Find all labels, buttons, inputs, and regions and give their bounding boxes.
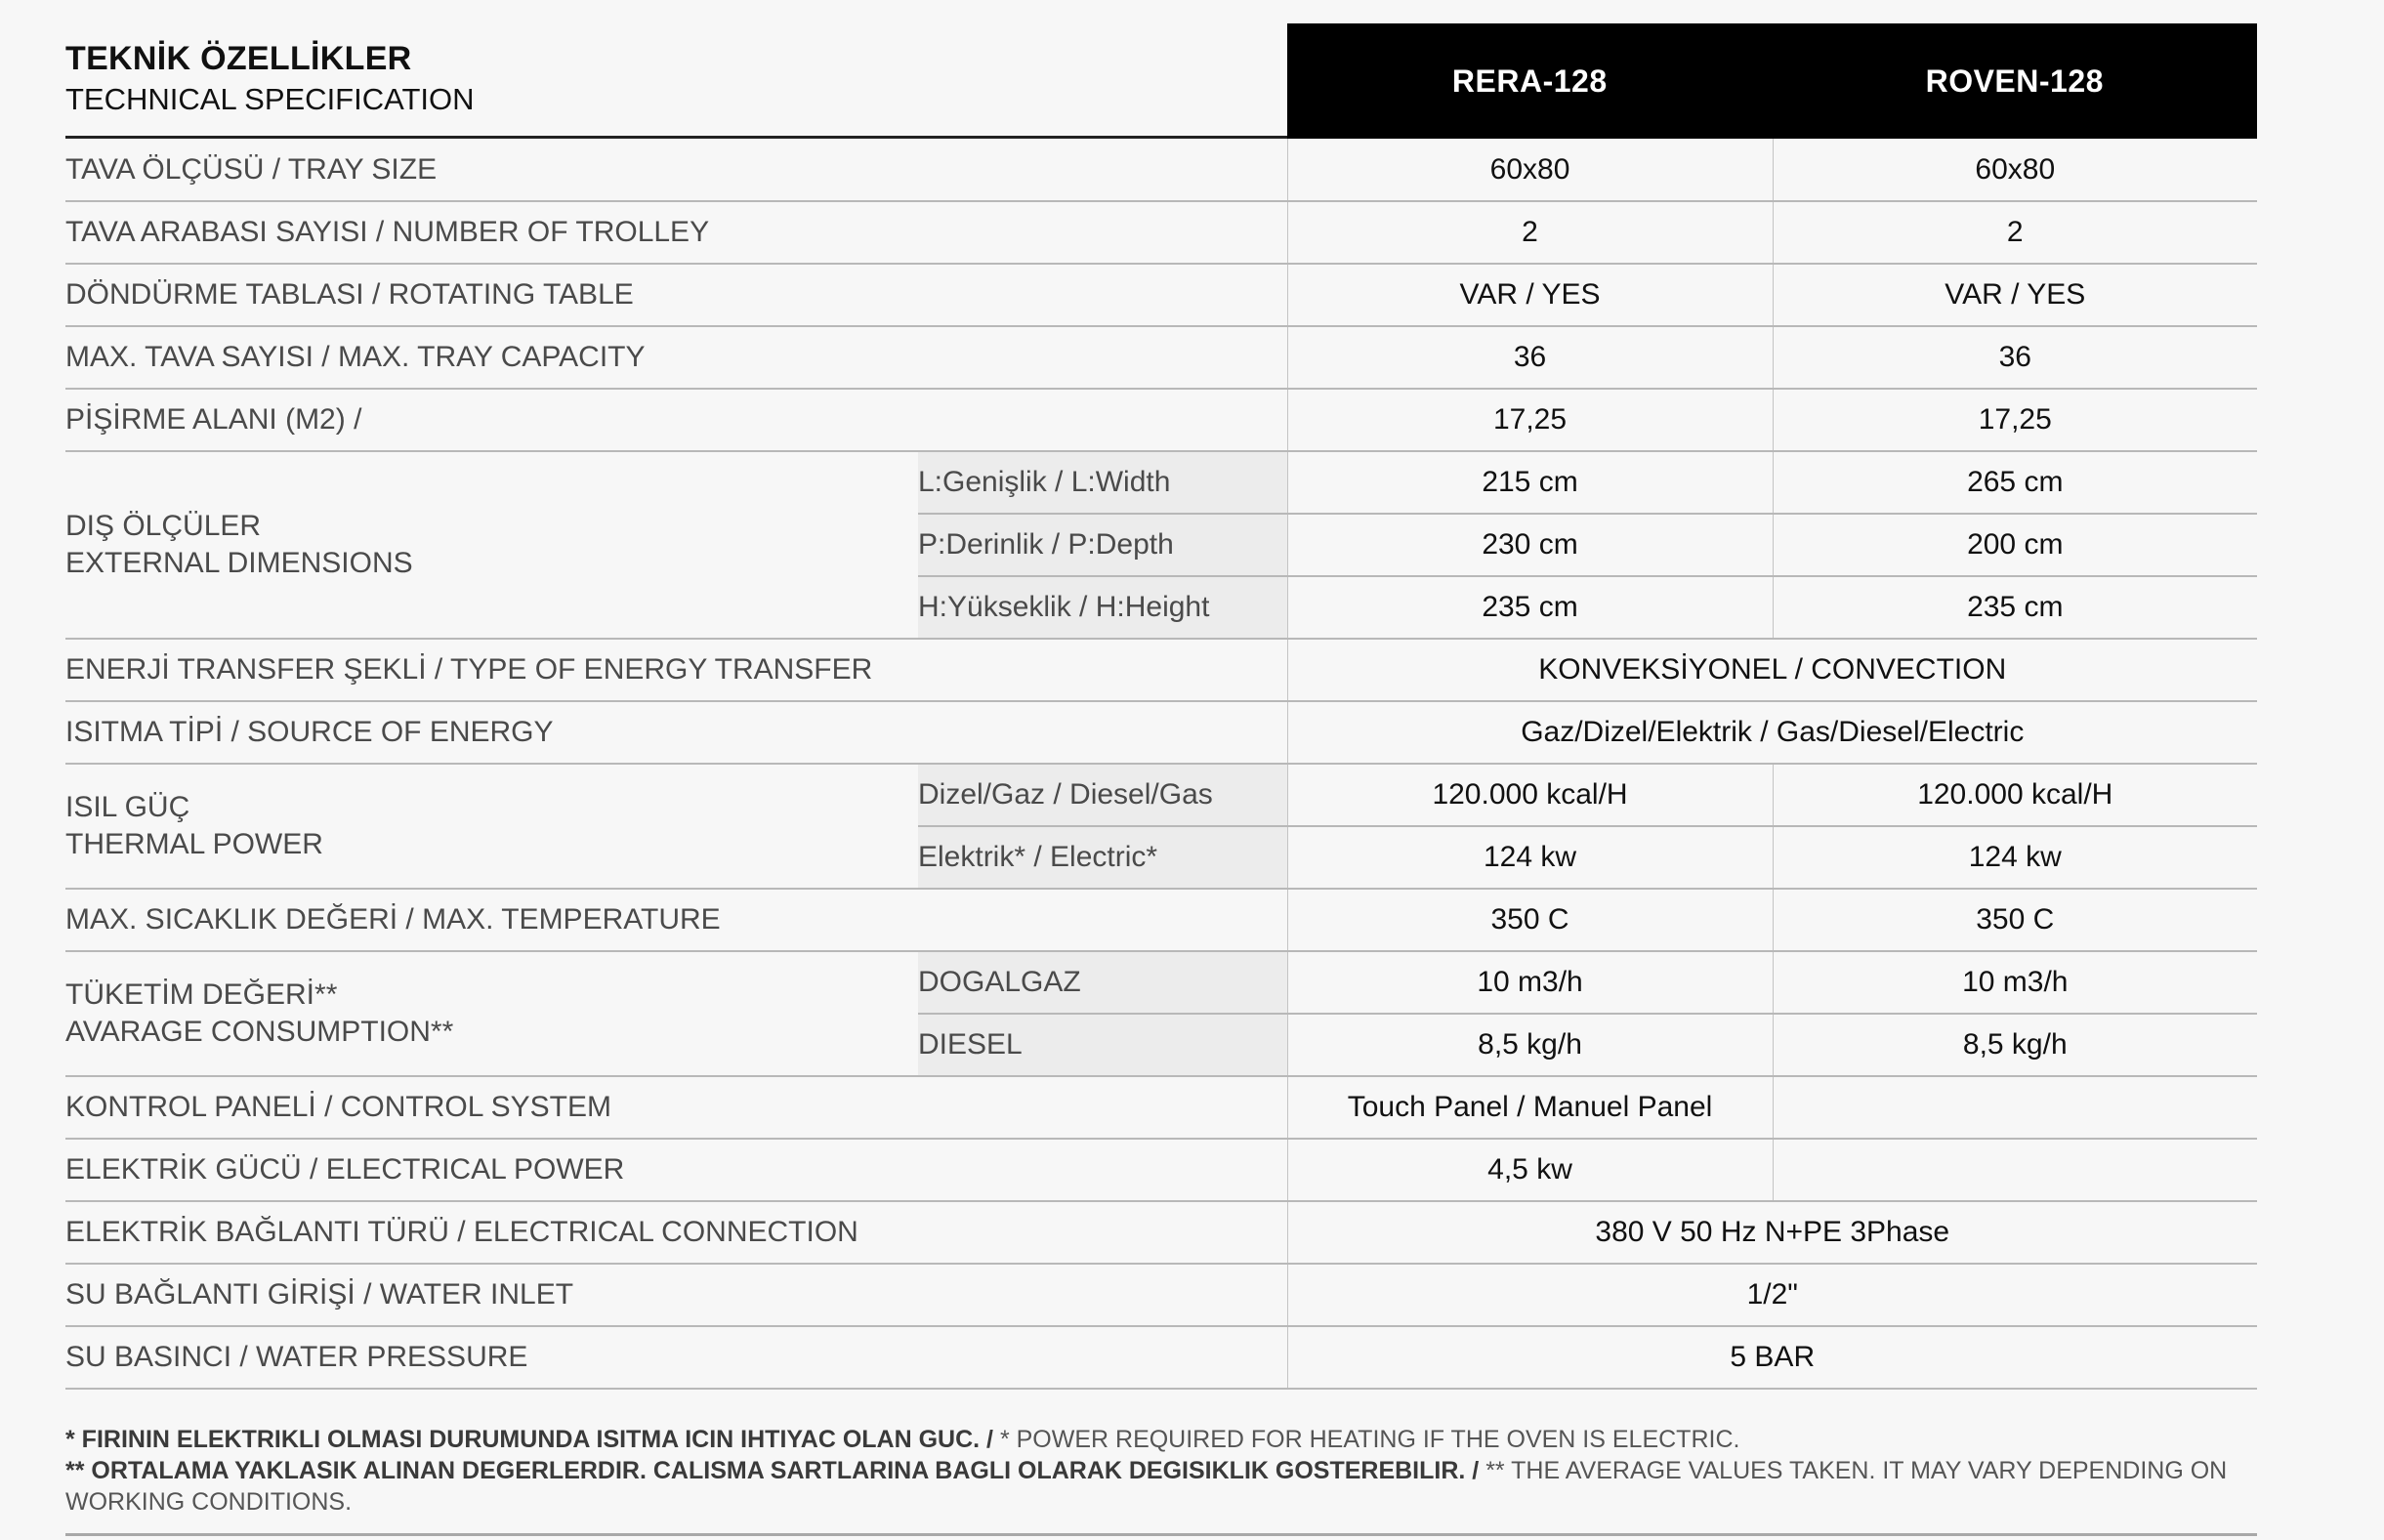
row-label: TAVA ÖLÇÜSÜ / TRAY SIZE <box>65 139 1287 201</box>
table-row <box>65 1264 2257 1326</box>
label-en: AVARAGE CONSUMPTION** <box>65 1016 454 1048</box>
value-roven: 36 <box>1773 326 2257 389</box>
value-roven: 235 cm <box>1773 576 2257 639</box>
value-roven <box>1773 1076 2257 1139</box>
label-tr: DIŞ ÖLÇÜLER <box>65 510 262 542</box>
row-label: SU BAĞLANTI GİRİŞİ / WATER INLET <box>65 1264 1287 1326</box>
table-row <box>65 264 2257 326</box>
row-label: MAX. SICAKLIK DEĞERİ / MAX. TEMPERATURE <box>65 889 1287 951</box>
row-label: PİŞİRME ALANI (M2) / <box>65 389 1287 451</box>
value-rera: 60x80 <box>1287 139 1773 201</box>
table-row <box>65 451 2257 514</box>
value-rera: 235 cm <box>1287 576 1773 639</box>
value-roven: 120.000 kcal/H <box>1773 764 2257 826</box>
title-block <box>65 37 1287 139</box>
model-header <box>1287 23 2257 139</box>
row-label: ELEKTRİK BAĞLANTI TÜRÜ / ELECTRICAL CONNECTION <box>65 1201 1287 1264</box>
value-roven: 2 <box>1773 201 2257 264</box>
group-label-thermal <box>65 764 918 889</box>
value-roven <box>1773 1139 2257 1201</box>
value-shared: 1/2" <box>1287 1264 2257 1326</box>
label-tr: TÜKETİM DEĞERİ** <box>65 978 338 1011</box>
value-shared: 5 BAR <box>1287 1326 2257 1389</box>
value-roven: 60x80 <box>1773 139 2257 201</box>
table-row <box>65 201 2257 264</box>
value-rera: 36 <box>1287 326 1773 389</box>
table-row <box>65 139 2257 201</box>
table-row <box>65 889 2257 951</box>
value-roven: 200 cm <box>1773 514 2257 576</box>
title-turkish: TEKNİK ÖZELLİKLER <box>65 40 412 77</box>
row-label: TAVA ARABASI SAYISI / NUMBER OF TROLLEY <box>65 201 1287 264</box>
value-rera: 10 m3/h <box>1287 951 1773 1014</box>
row-label: SU BASINCI / WATER PRESSURE <box>65 1326 1287 1389</box>
row-label: MAX. TAVA SAYISI / MAX. TRAY CAPACITY <box>65 326 1287 389</box>
value-shared: KONVEKSİYONEL / CONVECTION <box>1287 639 2257 701</box>
footnote-1-en: * POWER REQUIRED FOR HEATING IF THE OVEN IS ELECTRIC. <box>993 1426 1740 1453</box>
table-row <box>65 951 2257 1014</box>
value-roven: VAR / YES <box>1773 264 2257 326</box>
value-rera: VAR / YES <box>1287 264 1773 326</box>
value-roven: 10 m3/h <box>1773 951 2257 1014</box>
footnote-1 <box>65 1424 2257 1455</box>
table-row <box>65 326 2257 389</box>
sub-label: L:Genişlik / L:Width <box>918 451 1287 514</box>
row-label: ELEKTRİK GÜCÜ / ELECTRICAL POWER <box>65 1139 1287 1201</box>
value-rera: 2 <box>1287 201 1773 264</box>
row-label: ENERJİ TRANSFER ŞEKLİ / TYPE OF ENERGY TRANSFER <box>65 639 1287 701</box>
value-roven: 350 C <box>1773 889 2257 951</box>
value-rera: 120.000 kcal/H <box>1287 764 1773 826</box>
row-label: KONTROL PANELİ / CONTROL SYSTEM <box>65 1076 1287 1139</box>
table-row <box>65 1326 2257 1389</box>
value-shared: 380 V 50 Hz N+PE 3Phase <box>1287 1201 2257 1264</box>
footnote-2 <box>65 1455 2257 1518</box>
table-row <box>65 701 2257 764</box>
label-tr: ISIL GÜÇ <box>65 791 190 823</box>
table-row <box>65 764 2257 826</box>
bottom-divider <box>65 1533 2257 1536</box>
value-rera: 124 kw <box>1287 826 1773 889</box>
value-shared: Gaz/Dizel/Elektrik / Gas/Diesel/Electric <box>1287 701 2257 764</box>
label-en: THERMAL POWER <box>65 828 323 860</box>
label-en: EXTERNAL DIMENSIONS <box>65 547 413 579</box>
value-rera: 230 cm <box>1287 514 1773 576</box>
footnote-2-en: ** THE AVERAGE VALUES TAKEN. IT MAY VARY DEPENDING ON WORKING CONDITIONS. <box>65 1457 2228 1516</box>
table-row <box>65 1139 2257 1201</box>
footnotes <box>65 1424 2257 1518</box>
value-rera: 4,5 kw <box>1287 1139 1773 1201</box>
footnote-2-tr: ** ORTALAMA YAKLASIK ALINAN DEGERLERDIR. CALISMA SARTLARINA BAGLI OLARAK DEGISIKLIK GOSTEREBILIR. / <box>65 1457 1480 1484</box>
row-label: ISITMA TİPİ / SOURCE OF ENERGY <box>65 701 1287 764</box>
spec-table <box>65 139 2257 1390</box>
group-label-dimensions <box>65 451 918 639</box>
model-roven: ROVEN-128 <box>1925 62 2104 99</box>
sub-label: Dizel/Gaz / Diesel/Gas <box>918 764 1287 826</box>
group-label-consumption <box>65 951 918 1076</box>
row-label: DÖNDÜRME TABLASI / ROTATING TABLE <box>65 264 1287 326</box>
table-row <box>65 1201 2257 1264</box>
value-rera: Touch Panel / Manuel Panel <box>1287 1076 1773 1139</box>
value-roven: 8,5 kg/h <box>1773 1014 2257 1076</box>
sub-label: DOGALGAZ <box>918 951 1287 1014</box>
table-row <box>65 639 2257 701</box>
sub-label: H:Yükseklik / H:Height <box>918 576 1287 639</box>
model-rera: RERA-128 <box>1451 62 1608 99</box>
value-rera: 350 C <box>1287 889 1773 951</box>
sub-label: P:Derinlik / P:Depth <box>918 514 1287 576</box>
value-rera: 8,5 kg/h <box>1287 1014 1773 1076</box>
footnote-1-tr: * FIRININ ELEKTRIKLI OLMASI DURUMUNDA ISITMA ICIN IHTIYAC OLAN GUC. / <box>65 1426 993 1453</box>
value-roven: 265 cm <box>1773 451 2257 514</box>
value-roven: 17,25 <box>1773 389 2257 451</box>
sub-label: DIESEL <box>918 1014 1287 1076</box>
value-roven: 124 kw <box>1773 826 2257 889</box>
sub-label: Elektrik* / Electric* <box>918 826 1287 889</box>
title-english: TECHNICAL SPECIFICATION <box>65 82 475 116</box>
value-rera: 215 cm <box>1287 451 1773 514</box>
table-row <box>65 389 2257 451</box>
table-row <box>65 1076 2257 1139</box>
value-rera: 17,25 <box>1287 389 1773 451</box>
